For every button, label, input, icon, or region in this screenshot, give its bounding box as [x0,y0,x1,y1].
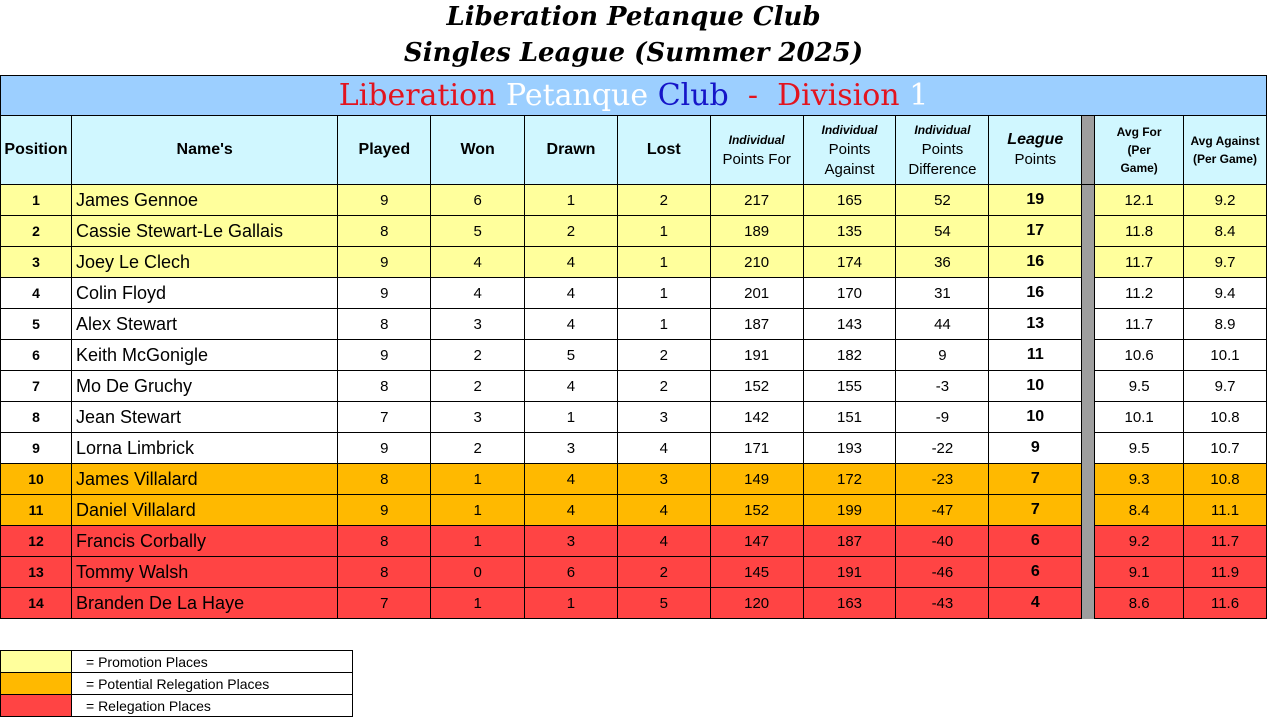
table-row [1,557,1267,588]
title-club: Liberation Petanque Club [446,2,821,32]
lost-cell: 2 [617,371,710,402]
avg-for-cell: 12.1 [1095,185,1184,216]
played-cell: 9 [338,495,431,526]
separator-cell [1082,433,1095,464]
avg-for-cell: 11.7 [1095,247,1184,278]
column-separator [1082,116,1095,185]
table-row [1,402,1267,433]
drawn-cell: 1 [525,185,618,216]
position-cell: 7 [1,371,72,402]
avg-against-cell: 11.1 [1184,495,1267,526]
points-against-cell: 151 [803,402,896,433]
drawn-cell: 4 [525,464,618,495]
won-cell: 4 [431,247,525,278]
points-against-cell: 165 [803,185,896,216]
points-difference-cell: 54 [896,216,989,247]
table-row [1,588,1267,619]
lost-cell: 2 [617,340,710,371]
played-cell: 9 [338,433,431,464]
avg-against-cell: 8.4 [1184,216,1267,247]
lost-cell: 1 [617,216,710,247]
played-cell: 9 [338,278,431,309]
won-cell: 3 [431,402,525,433]
separator-cell [1082,371,1095,402]
avg-for-cell: 9.5 [1095,433,1184,464]
avg-against-cell: 10.1 [1184,340,1267,371]
lost-cell: 4 [617,495,710,526]
table-row [1,526,1267,557]
played-cell: 8 [338,464,431,495]
header-lost: Lost [617,116,710,185]
separator-cell [1082,495,1095,526]
avg-against-cell: 10.7 [1184,433,1267,464]
lost-cell: 5 [617,588,710,619]
separator-cell [1082,340,1095,371]
header-avg-for-line2: (Per [1127,143,1151,157]
league-points-cell: 16 [989,247,1082,278]
position-cell: 8 [1,402,72,433]
name-cell: Keith McGonigle [71,340,337,371]
points-for-cell: 189 [710,216,803,247]
header-avg-against [1184,116,1267,185]
won-cell: 5 [431,216,525,247]
lost-cell: 4 [617,433,710,464]
header-avg-for [1095,116,1184,185]
points-against-cell: 155 [803,371,896,402]
league-points-cell: 10 [989,371,1082,402]
legend-swatch [1,695,72,717]
played-cell: 7 [338,588,431,619]
header-points-difference [896,116,989,185]
separator-cell [1082,216,1095,247]
legend-row [1,673,353,695]
name-cell: Tommy Walsh [71,557,337,588]
won-cell: 4 [431,278,525,309]
won-cell: 3 [431,309,525,340]
position-cell: 10 [1,464,72,495]
name-cell: Cassie Stewart-Le Gallais [71,216,337,247]
table-row [1,433,1267,464]
avg-against-cell: 10.8 [1184,464,1267,495]
separator-cell [1082,464,1095,495]
points-against-cell: 163 [803,588,896,619]
lost-cell: 3 [617,464,710,495]
league-points-cell: 17 [989,216,1082,247]
header-points-against [803,116,896,185]
points-difference-cell: -43 [896,588,989,619]
separator-cell [1082,526,1095,557]
lost-cell: 2 [617,185,710,216]
position-cell: 12 [1,526,72,557]
league-points-cell: 6 [989,526,1082,557]
points-difference-cell: -22 [896,433,989,464]
avg-for-cell: 10.1 [1095,402,1184,433]
table-row [1,185,1267,216]
points-for-cell: 171 [710,433,803,464]
banner-word-club: Club [657,78,729,113]
played-cell: 9 [338,340,431,371]
points-for-cell: 120 [710,588,803,619]
points-for-cell: 152 [710,371,803,402]
name-cell: Alex Stewart [71,309,337,340]
position-cell: 2 [1,216,72,247]
points-for-cell: 187 [710,309,803,340]
header-league-points [989,116,1082,185]
played-cell: 8 [338,371,431,402]
won-cell: 6 [431,185,525,216]
avg-for-cell: 11.8 [1095,216,1184,247]
drawn-cell: 6 [525,557,618,588]
separator-cell [1082,588,1095,619]
separator-cell [1082,557,1095,588]
points-for-cell: 201 [710,278,803,309]
position-cell: 5 [1,309,72,340]
avg-against-cell: 9.7 [1184,371,1267,402]
legend-label: = Promotion Places [72,651,353,673]
table-row [1,371,1267,402]
won-cell: 1 [431,495,525,526]
league-points-cell: 7 [989,464,1082,495]
lost-cell: 3 [617,402,710,433]
avg-against-cell: 8.9 [1184,309,1267,340]
avg-for-cell: 10.6 [1095,340,1184,371]
header-points-against-line3: Against [824,161,875,178]
played-cell: 8 [338,557,431,588]
avg-against-cell: 10.8 [1184,402,1267,433]
position-cell: 13 [1,557,72,588]
name-cell: James Villalard [71,464,337,495]
legend-row [1,695,353,717]
lost-cell: 1 [617,278,710,309]
points-difference-cell: -46 [896,557,989,588]
header-row [1,116,1267,185]
points-against-cell: 143 [803,309,896,340]
played-cell: 9 [338,185,431,216]
points-against-cell: 170 [803,278,896,309]
points-difference-cell: -9 [896,402,989,433]
avg-for-cell: 9.5 [1095,371,1184,402]
league-points-cell: 4 [989,588,1082,619]
points-for-cell: 142 [710,402,803,433]
league-points-cell: 7 [989,495,1082,526]
points-for-cell: 147 [710,526,803,557]
played-cell: 9 [338,247,431,278]
played-cell: 8 [338,526,431,557]
separator-cell [1082,185,1095,216]
won-cell: 2 [431,433,525,464]
header-league-points-line1: League [1007,131,1064,148]
avg-for-cell: 8.6 [1095,588,1184,619]
name-cell: Daniel Villalard [71,495,337,526]
banner-word-division: Division [777,78,900,113]
header-drawn: Drawn [525,116,618,185]
legend-row [1,651,353,673]
won-cell: 1 [431,464,525,495]
points-difference-cell: 31 [896,278,989,309]
header-points-for-line2: Points For [722,151,791,168]
league-points-cell: 9 [989,433,1082,464]
points-difference-cell: 52 [896,185,989,216]
position-cell: 1 [1,185,72,216]
points-against-cell: 187 [803,526,896,557]
points-against-cell: 182 [803,340,896,371]
separator-cell [1082,278,1095,309]
drawn-cell: 3 [525,526,618,557]
name-cell: Branden De La Haye [71,588,337,619]
legend-label: = Potential Relegation Places [72,673,353,695]
header-points-difference-line2: Points [921,141,964,158]
points-difference-cell: -23 [896,464,989,495]
points-for-cell: 191 [710,340,803,371]
lost-cell: 1 [617,247,710,278]
points-difference-cell: 9 [896,340,989,371]
avg-for-cell: 8.4 [1095,495,1184,526]
points-for-cell: 145 [710,557,803,588]
drawn-cell: 1 [525,402,618,433]
name-cell: Francis Corbally [71,526,337,557]
legend-label: = Relegation Places [72,695,353,717]
league-table [0,75,1267,619]
header-points-against-line2: Points [828,141,871,158]
table-row [1,495,1267,526]
avg-against-cell: 9.2 [1184,185,1267,216]
name-cell: Jean Stewart [71,402,337,433]
played-cell: 7 [338,402,431,433]
points-for-cell: 149 [710,464,803,495]
avg-for-cell: 11.2 [1095,278,1184,309]
lost-cell: 1 [617,309,710,340]
separator-cell [1082,247,1095,278]
banner-word-liberation: Liberation [338,78,497,113]
banner-division-number: 1 [909,78,929,113]
banner-dash: - [747,78,758,113]
played-cell: 8 [338,216,431,247]
table-row [1,247,1267,278]
drawn-cell: 3 [525,433,618,464]
points-difference-cell: -47 [896,495,989,526]
name-cell: Joey Le Clech [71,247,337,278]
header-name: Name's [71,116,337,185]
points-difference-cell: 36 [896,247,989,278]
header-won: Won [431,116,525,185]
header-points-difference-line3: Difference [908,161,977,178]
header-points-for-line1: Individual [728,133,785,147]
avg-against-cell: 11.6 [1184,588,1267,619]
drawn-cell: 4 [525,278,618,309]
points-against-cell: 135 [803,216,896,247]
banner-word-petanque: Petanque [506,78,649,113]
division-banner [1,76,1267,116]
position-cell: 9 [1,433,72,464]
league-points-cell: 10 [989,402,1082,433]
league-points-cell: 16 [989,278,1082,309]
table-row [1,340,1267,371]
avg-for-cell: 9.2 [1095,526,1184,557]
position-cell: 11 [1,495,72,526]
drawn-cell: 4 [525,495,618,526]
avg-for-cell: 11.7 [1095,309,1184,340]
header-points-against-line1: Individual [821,123,878,137]
points-difference-cell: -3 [896,371,989,402]
avg-for-cell: 9.3 [1095,464,1184,495]
points-against-cell: 193 [803,433,896,464]
points-difference-cell: -40 [896,526,989,557]
drawn-cell: 2 [525,216,618,247]
played-cell: 8 [338,309,431,340]
avg-for-cell: 9.1 [1095,557,1184,588]
title-league: Singles League (Summer 2025) [403,38,864,68]
table-row [1,216,1267,247]
league-points-cell: 19 [989,185,1082,216]
points-against-cell: 191 [803,557,896,588]
name-cell: Lorna Limbrick [71,433,337,464]
name-cell: Colin Floyd [71,278,337,309]
league-points-cell: 13 [989,309,1082,340]
league-points-cell: 6 [989,557,1082,588]
points-against-cell: 199 [803,495,896,526]
table-row [1,309,1267,340]
separator-cell [1082,309,1095,340]
position-cell: 4 [1,278,72,309]
name-cell: Mo De Gruchy [71,371,337,402]
header-points-for [710,116,803,185]
points-against-cell: 172 [803,464,896,495]
header-avg-against-line1: Avg Against [1190,134,1260,148]
position-cell: 6 [1,340,72,371]
points-for-cell: 210 [710,247,803,278]
header-avg-for-line3: Game) [1120,161,1158,175]
avg-against-cell: 11.7 [1184,526,1267,557]
position-cell: 3 [1,247,72,278]
legend-swatch [1,673,72,695]
avg-against-cell: 11.9 [1184,557,1267,588]
legend-swatch [1,651,72,673]
points-for-cell: 217 [710,185,803,216]
separator-cell [1082,402,1095,433]
won-cell: 2 [431,340,525,371]
won-cell: 0 [431,557,525,588]
drawn-cell: 4 [525,371,618,402]
avg-against-cell: 9.7 [1184,247,1267,278]
drawn-cell: 5 [525,340,618,371]
header-position: Position [1,116,72,185]
drawn-cell: 4 [525,309,618,340]
position-cell: 14 [1,588,72,619]
header-league-points-line2: Points [1014,151,1057,168]
drawn-cell: 4 [525,247,618,278]
won-cell: 1 [431,588,525,619]
points-against-cell: 174 [803,247,896,278]
won-cell: 2 [431,371,525,402]
league-points-cell: 11 [989,340,1082,371]
lost-cell: 2 [617,557,710,588]
header-avg-for-line1: Avg For [1116,125,1162,139]
lost-cell: 4 [617,526,710,557]
table-row [1,464,1267,495]
name-cell: James Gennoe [71,185,337,216]
avg-against-cell: 9.4 [1184,278,1267,309]
points-for-cell: 152 [710,495,803,526]
won-cell: 1 [431,526,525,557]
header-avg-against-line2: (Per Game) [1193,152,1258,166]
header-points-difference-line1: Individual [914,123,971,137]
division-banner-row [1,76,1267,116]
header-played: Played [338,116,431,185]
points-difference-cell: 44 [896,309,989,340]
drawn-cell: 1 [525,588,618,619]
legend [0,650,353,717]
table-row [1,278,1267,309]
